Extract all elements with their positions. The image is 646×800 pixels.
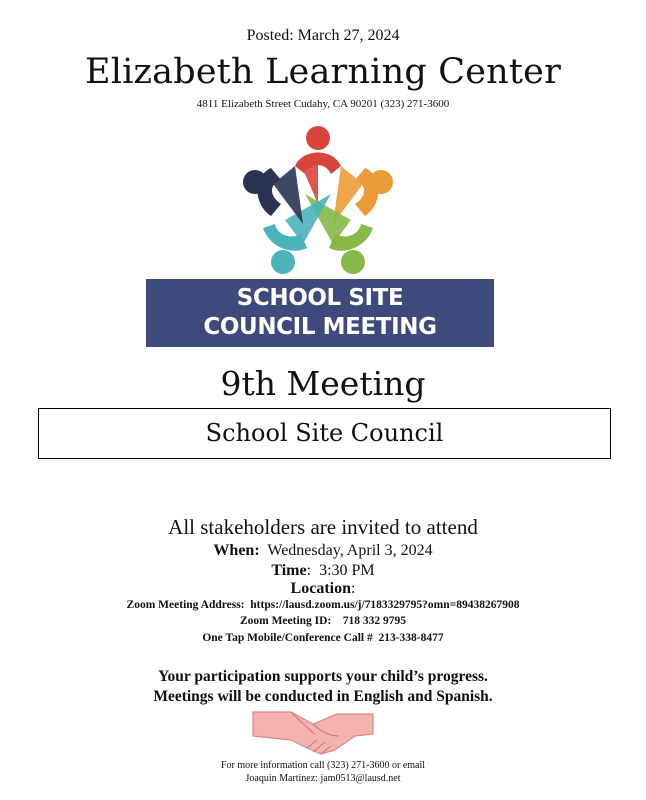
school-address: 4811 Elizabeth Street Cudahy, CA 90201 (323) 271-3600 bbox=[196, 98, 450, 110]
council-people-logo bbox=[233, 124, 403, 274]
participation-line-2: Meetings will be conducted in English and Spanish. bbox=[153, 688, 493, 705]
conference-call-number: 213-338-8477 bbox=[378, 632, 444, 644]
zoom-id-label: Zoom Meeting ID: bbox=[239, 615, 332, 627]
logo-head-teal bbox=[271, 250, 295, 274]
when-value: Wednesday, April 3, 2024 bbox=[267, 542, 433, 559]
time-label: Time bbox=[271, 562, 307, 579]
when-line bbox=[0, 542, 646, 560]
meeting-number: 9th Meeting bbox=[220, 364, 426, 403]
logo-head-green bbox=[341, 250, 365, 274]
meeting-banner bbox=[146, 279, 494, 347]
logo-head-red bbox=[306, 126, 330, 150]
contact-line-1: For more information call (323) 271-3600 or email bbox=[220, 760, 426, 771]
contact-line-2: Joaquin Martinez: jam0513@lausd.net bbox=[245, 773, 401, 784]
when-label: When: bbox=[213, 542, 260, 559]
committee-box bbox=[38, 408, 611, 459]
handshake-icon bbox=[251, 706, 376, 756]
zoom-address-line bbox=[0, 599, 646, 611]
time-value: 3:30 PM bbox=[319, 562, 375, 579]
banner-line-2: COUNCIL MEETING bbox=[203, 314, 437, 340]
zoom-address-link[interactable]: https://lausd.zoom.us/j/7183329795?omn=89438267908 bbox=[250, 599, 520, 611]
committee-name: School Site Council bbox=[205, 419, 444, 447]
invite-text: All stakeholders are invited to attend bbox=[168, 515, 478, 539]
conference-call-label: One Tap Mobile/Conference Call # bbox=[202, 632, 373, 644]
banner-line-1: SCHOOL SITE bbox=[236, 285, 404, 311]
location-line: Location: bbox=[290, 580, 356, 597]
zoom-address-label: Zoom Meeting Address: bbox=[126, 599, 245, 611]
participation-line-1: Your participation supports your child’s progress. bbox=[158, 668, 488, 685]
conference-call-line bbox=[0, 632, 646, 644]
zoom-id-value: 718 332 9795 bbox=[342, 615, 407, 627]
zoom-id-line bbox=[0, 615, 646, 627]
school-name: Elizabeth Learning Center bbox=[85, 52, 561, 92]
posted-date: Posted: March 27, 2024 bbox=[246, 27, 400, 44]
time-line: Time: 3:30 PM bbox=[271, 562, 375, 579]
location-label: Location bbox=[290, 580, 351, 597]
